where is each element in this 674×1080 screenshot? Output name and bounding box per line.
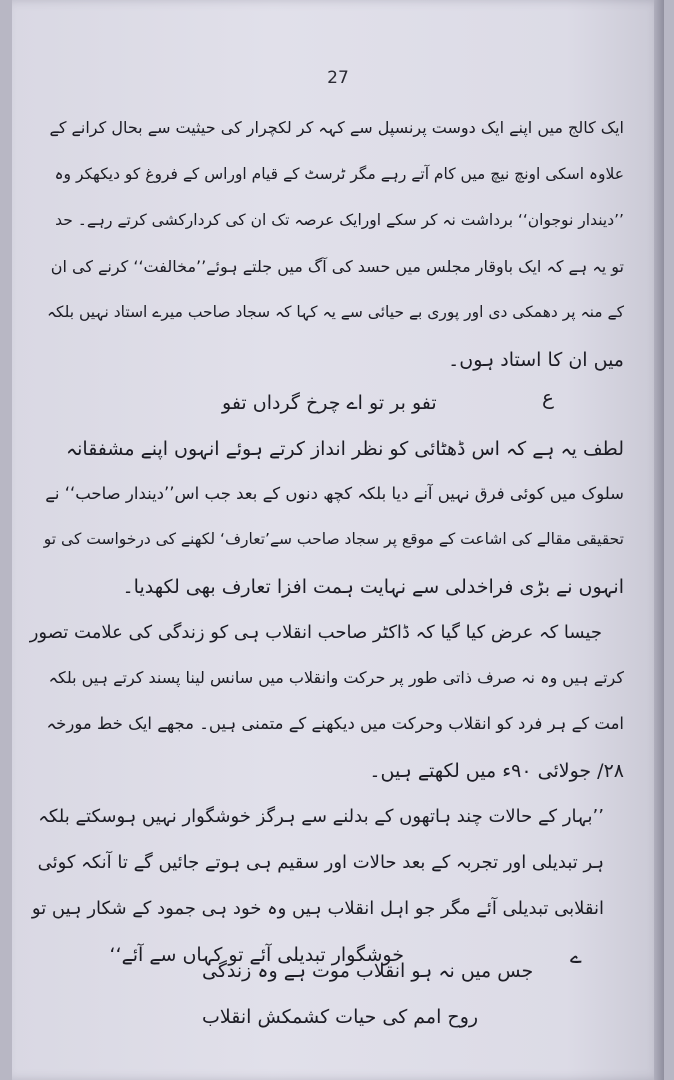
paragraph-1-line-3: ’’دیندار نوجوان‘‘ برداشت نہ کر سکے اورایک عرصہ تک ان کی کردارکشی کرتے رہے۔ حد [55,211,624,229]
paragraph-1-line-5: کے منہ پر دھمکی دی اور پوری بے حیائی سے یہ کہا کہ سجاد صاحب میرے استاد نہیں بلکہ [46,303,624,321]
page-edge-shadow [654,0,664,1080]
paragraph-2-line-4: انہوں نے بڑی فراخدلی سے نہایت ہمت افزا تعارف بھی لکھدیا۔ [122,576,624,598]
quote-line-2: ہر تبدیلی اور تجربہ کے بعد حالات اور سقیم ہی ہوتے جائیں گے تا آنکہ کوئی [37,852,604,873]
quote-line-4: خوشگوار تبدیلی آئے تو کہاں سے آئے‘‘ [109,944,404,966]
paragraph-3-line-2: کرتے ہیں وہ نہ صرف ذاتی طور پر حرکت وانقلاب میں سانس لینا پسند کرتے ہیں بلکہ [48,668,624,687]
paragraph-2-line-3: تحقیقی مقالے کی اشاعت کے موقع پر سجاد صاحب سے’تعارف‘ لکھنے کی درخواست کی تو [43,530,624,548]
paragraph-3-line-3: امت کے ہر فرد کو انقلاب وحرکت میں دیکھنے کے متمنی ہیں۔ مجھے ایک خط مورخہ [46,714,624,733]
quote-line-3: انقلابی تبدیلی آئے مگر جو اہل انقلاب ہیں وہ خود ہی جمود کے شکار ہیں تو [31,898,604,919]
verse-1-text: تفو بر تو اے چرخ گرداں تفو [222,392,437,414]
paragraph-1-line-4: تو یہ ہے کہ ایک باوقار مجلس میں حسد کی آگ میں جلتے ہوئے’’مخالفت‘‘ کرنے کی ان [50,257,624,276]
paragraph-2-line-2: سلوک میں کوئی فرق نہیں آنے دیا بلکہ کچھ دنوں کے بعد جب اس’’دیندار صاحب‘‘ نے [45,484,624,503]
paragraph-1-line-1: ایک کالج میں اپنے ایک دوست پرنسپل سے کہہ کر لکچرار کی حیثیت سے بحال کرانے کے [49,118,624,137]
verse-2-marker: ے [570,944,582,968]
book-page [12,0,664,1080]
page-number: 27 [327,68,349,88]
verse-1-marker: ع [542,385,554,409]
verse-2-line-1: جس میں نہ ہو انقلاب موت ہے وہ زندگی [202,960,534,982]
paragraph-1-line-2: علاوہ اسکی اونچ نیچ میں کام آتے رہے مگر ٹرسٹ کے قیام اوراس کے فروغ کو دیکھکر وہ [54,165,624,183]
paragraph-1-line-6: میں ان کا استاد ہوں۔ [448,349,624,371]
paragraph-3-line-4: ۲۸/ جولائی ۹۰ء میں لکھتے ہیں۔ [369,760,624,782]
paragraph-2-line-1: لطف یہ ہے کہ اس ڈھٹائی کو نظر انداز کرتے ہوئے انہوں اپنے مشفقانہ [65,438,624,460]
quote-line-1: ’’بہار کے حالات چند ہاتھوں کے بدلنے سے ہرگز خوشگوار نہیں ہوسکتے بلکہ [38,806,604,827]
paragraph-3-line-1: جیسا کہ عرض کیا گیا کہ ڈاکٹر صاحب انقلاب ہی کو زندگی کی علامت تصور [29,622,602,643]
verse-2-line-2: روح امم کی حیات کشمکش انقلاب [202,1006,479,1028]
